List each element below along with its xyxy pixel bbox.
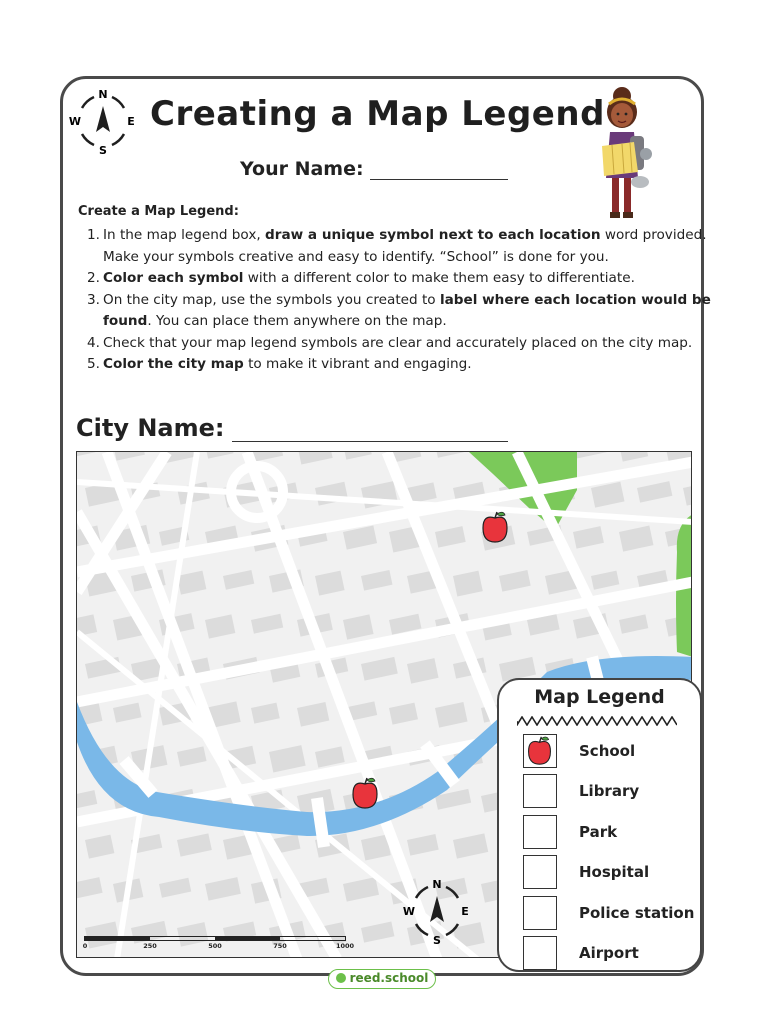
map-compass-rose-icon: [402, 876, 472, 946]
instruction-text: to make it vibrant and engaging.: [243, 356, 472, 372]
scale-label: 1000: [335, 942, 355, 950]
instruction-number: 3.: [87, 291, 100, 308]
instruction-item: [87, 333, 723, 355]
scale-label: 0: [82, 942, 88, 950]
instruction-emphasis: Color each symbol: [103, 270, 244, 286]
instruction-emphasis: draw a unique symbol next to each location: [265, 227, 601, 243]
map-compass-n: N: [432, 878, 442, 891]
legend-label: Police station: [579, 903, 695, 922]
map-legend-panel: [497, 678, 702, 972]
instruction-item: [87, 290, 723, 333]
compass-n: N: [98, 88, 108, 101]
map-scale-bar: [80, 932, 355, 958]
compass-s: S: [99, 144, 107, 156]
scale-label: 500: [208, 942, 222, 950]
scale-bar-outline: [84, 936, 346, 941]
footer-brand-badge[interactable]: [328, 969, 436, 989]
your-name-label: Your Name:: [240, 158, 364, 180]
legend-label: Library: [579, 782, 640, 801]
legend-symbol-box[interactable]: [523, 855, 557, 889]
legend-label: Airport: [579, 943, 639, 962]
scale-label: 750: [273, 942, 287, 950]
instruction-number: 2.: [87, 270, 100, 286]
instructions-list: [78, 225, 723, 376]
your-name-row: [240, 158, 508, 180]
page-title: Creating a Map Legend: [150, 94, 605, 134]
instruction-item: [87, 354, 723, 376]
city-name-label: City Name:: [76, 414, 225, 442]
instruction-text: . You can place them anywhere on the map.: [147, 313, 447, 329]
reed-logo-icon: [336, 973, 346, 983]
legend-symbol-box[interactable]: [523, 936, 557, 970]
your-name-line[interactable]: [370, 161, 508, 180]
footer-brand-text: reed.school: [349, 971, 429, 985]
compass-rose-icon: [68, 86, 138, 156]
compass-w: W: [68, 115, 82, 128]
legend-title: Map Legend: [534, 686, 665, 708]
legend-symbol-box[interactable]: [523, 734, 557, 768]
instruction-emphasis: label where each location would be found: [103, 291, 711, 329]
explorer-girl-illustration: [588, 86, 668, 226]
legend-label: Park: [579, 822, 618, 841]
legend-label: Hospital: [579, 863, 650, 882]
legend-symbol-box[interactable]: [523, 774, 557, 808]
instruction-text: Check that your map legend symbols are clear and accurately placed on the city map.: [103, 334, 693, 351]
city-name-line[interactable]: [232, 417, 508, 442]
apple-icon: [524, 735, 555, 766]
legend-label: School: [579, 742, 636, 760]
instructions-heading: Create a Map Legend:: [78, 204, 239, 219]
scale-segment: [85, 937, 150, 940]
instruction-item: [87, 225, 723, 268]
map-compass-s: S: [433, 934, 441, 946]
map-compass-w: W: [402, 905, 416, 918]
instruction-text: In the map legend box,: [103, 227, 266, 243]
legend-symbol-box[interactable]: [523, 896, 557, 930]
instruction-text: with a different color to make them easy to differentiate.: [243, 270, 635, 286]
city-name-row: [76, 414, 508, 442]
legend-symbol-box[interactable]: [523, 815, 557, 849]
instruction-emphasis: Color the city map: [103, 356, 244, 372]
instruction-number: 4.: [87, 334, 100, 351]
scale-label: 250: [143, 942, 157, 950]
compass-e: E: [127, 115, 135, 128]
instruction-text: On the city map, use the symbols you created to: [103, 291, 440, 308]
map-compass-e: E: [461, 905, 469, 918]
instruction-item: [87, 268, 723, 290]
scale-segment: [215, 937, 280, 940]
instruction-text: word provided. Make your symbols creative and easy to identify. “School” is done for you.: [103, 227, 707, 265]
instruction-number: 5.: [87, 356, 100, 372]
legend-divider-wave: [517, 716, 677, 726]
instruction-number: 1.: [87, 227, 100, 243]
